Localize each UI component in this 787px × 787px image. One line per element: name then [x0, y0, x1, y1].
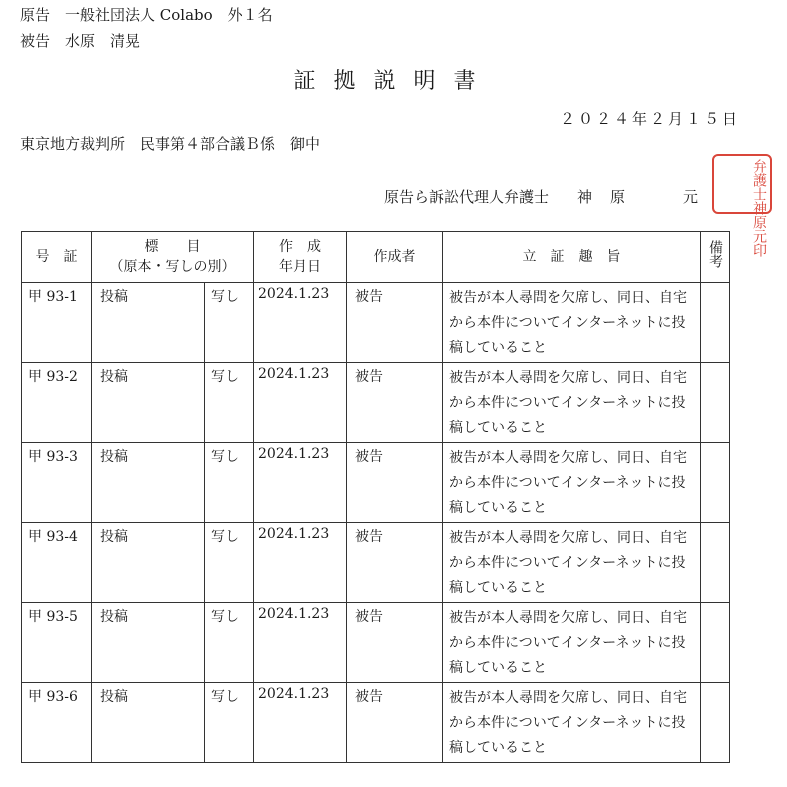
evidence-id: 甲 93-3 [22, 443, 92, 523]
evidence-copy-type: 写し [205, 603, 254, 683]
evidence-notes [701, 363, 730, 443]
header-title-line1: 標 目 [144, 239, 201, 255]
evidence-purpose: 被告が本人尋問を欠席し、同日、自宅から本件についてインターネットに投稿していること [443, 683, 701, 763]
evidence-title: 投稿 [92, 523, 205, 603]
table-row [22, 683, 730, 763]
table-header-row [22, 232, 730, 283]
header-created-line2: 年月日 [279, 259, 321, 275]
attorney-surname: 神原 [577, 188, 644, 206]
table-row [22, 523, 730, 603]
evidence-date: 2024.1.23 [254, 603, 347, 683]
evidence-date: 2024.1.23 [254, 523, 347, 603]
header-created-line1: 作 成 [279, 239, 321, 255]
evidence-title: 投稿 [92, 363, 205, 443]
table-row [22, 443, 730, 523]
evidence-copy-type: 写し [205, 683, 254, 763]
table-row [22, 363, 730, 443]
evidence-author: 被告 [347, 523, 443, 603]
evidence-author: 被告 [347, 443, 443, 523]
evidence-copy-type: 写し [205, 443, 254, 523]
evidence-date: 2024.1.23 [254, 443, 347, 523]
evidence-notes [701, 443, 730, 523]
document-title: 証拠説明書 [293, 69, 494, 94]
header-author: 作成者 [347, 232, 443, 283]
evidence-notes [701, 523, 730, 603]
header-title [92, 232, 254, 283]
header-notes [701, 232, 730, 283]
evidence-notes [701, 283, 730, 363]
evidence-date: 2024.1.23 [254, 363, 347, 443]
evidence-copy-type: 写し [205, 283, 254, 363]
evidence-title: 投稿 [92, 443, 205, 523]
document-date: ２０２４年２月１５日 [560, 110, 741, 128]
evidence-author: 被告 [347, 603, 443, 683]
evidence-notes [701, 683, 730, 763]
evidence-purpose: 被告が本人尋問を欠席し、同日、自宅から本件についてインターネットに投稿していること [443, 443, 701, 523]
court-addressee: 東京地方裁判所 民事第４部合議Ｂ係 御中 [20, 135, 321, 153]
evidence-author: 被告 [347, 283, 443, 363]
evidence-purpose: 被告が本人尋問を欠席し、同日、自宅から本件についてインターネットに投稿していること [443, 603, 701, 683]
evidence-date: 2024.1.23 [254, 683, 347, 763]
evidence-author: 被告 [347, 683, 443, 763]
attorney-label: 原告ら訴訟代理人弁護士 [384, 188, 550, 206]
evidence-date: 2024.1.23 [254, 283, 347, 363]
evidence-id: 甲 93-5 [22, 603, 92, 683]
evidence-purpose: 被告が本人尋問を欠席し、同日、自宅から本件についてインターネットに投稿していること [443, 363, 701, 443]
evidence-table [21, 231, 730, 763]
evidence-purpose: 被告が本人尋問を欠席し、同日、自宅から本件についてインターネットに投稿していること [443, 283, 701, 363]
evidence-id: 甲 93-6 [22, 683, 92, 763]
header-created-date [254, 232, 347, 283]
evidence-id: 甲 93-4 [22, 523, 92, 603]
evidence-title: 投稿 [92, 283, 205, 363]
table-row [22, 283, 730, 363]
evidence-id: 甲 93-2 [22, 363, 92, 443]
header-purpose: 立 証 趣 旨 [443, 232, 701, 283]
table-row [22, 603, 730, 683]
defendant-line: 被告 水原 清晃 [20, 32, 141, 50]
evidence-id: 甲 93-1 [22, 283, 92, 363]
plaintiff-line: 原告 一般社団法人 Colabo 外１名 [20, 6, 273, 24]
evidence-copy-type: 写し [205, 363, 254, 443]
header-notes-label: 備考 [707, 240, 723, 268]
evidence-title: 投稿 [92, 603, 205, 683]
evidence-author: 被告 [347, 363, 443, 443]
attorney-line [384, 186, 698, 207]
header-evidence-number: 号 証 [22, 232, 92, 283]
evidence-title: 投稿 [92, 683, 205, 763]
seal-text: 弁護士神原元印 [751, 159, 767, 257]
evidence-notes [701, 603, 730, 683]
evidence-purpose: 被告が本人尋問を欠席し、同日、自宅から本件についてインターネットに投稿していること [443, 523, 701, 603]
attorney-given-name: 元 [683, 188, 699, 206]
evidence-copy-type: 写し [205, 523, 254, 603]
attorney-seal [712, 154, 772, 257]
header-title-line2: （原本・写しの別） [109, 259, 236, 275]
